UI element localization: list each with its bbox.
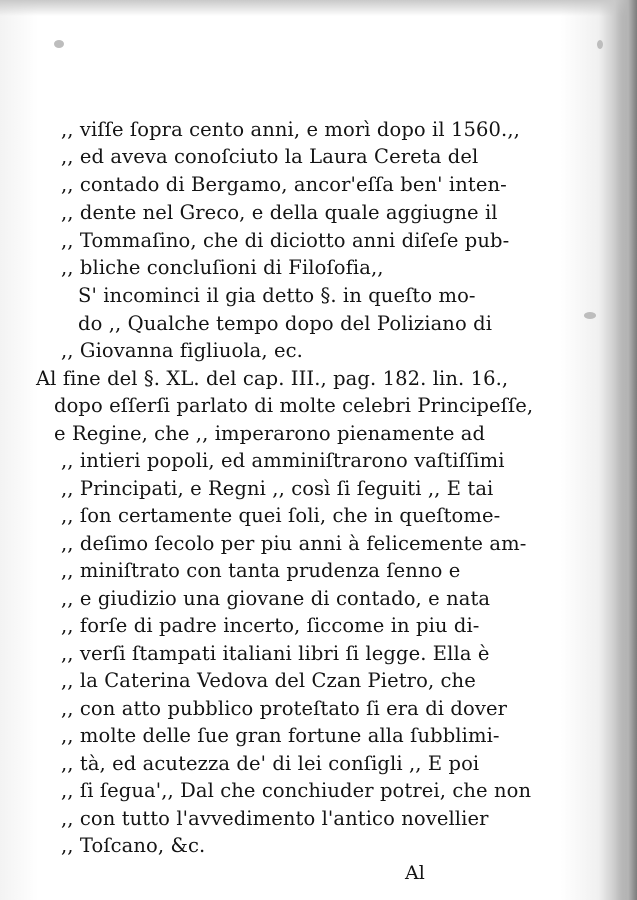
text-line-20: ,, verſi ſtampati italiani libri ſi legge. Ella è xyxy=(61,642,490,665)
text-line-6: ,, bliche concluſioni di Filoſofia,, xyxy=(61,256,384,279)
text-line-4: ,, dente nel Greco, e della quale aggiugne il xyxy=(61,201,498,224)
text-line-5: ,, Tommaſino, che di diciotto anni diſeſe pub- xyxy=(61,229,510,252)
text-line-22: ,, con atto pubblico proteſtato ſi era di dover xyxy=(61,697,508,720)
text-line-21: ,, la Caterina Vedova del Czan Pietro, che xyxy=(61,669,476,692)
text-line-25: ,, ſi ſegua',, Dal che conchiuder potrei, che non xyxy=(61,779,532,802)
text-line-23: ,, molte delle ſue gran fortune alla ſubblimi- xyxy=(61,724,500,747)
text-line-12: e Regine, che ,, imperarono pienamente ad xyxy=(54,422,486,445)
text-line-24: ,, tà, ed acutezza de' di lei conſigli ,, E poi xyxy=(61,752,480,775)
paper-speck xyxy=(584,312,596,319)
paper-speck xyxy=(54,40,64,48)
paper-speck xyxy=(597,40,603,49)
text-line-3: ,, contado di Bergamo, ancor'eſſa ben' inten- xyxy=(61,173,507,196)
text-line-10: Al fine del §. XL. del cap. III., pag. 182. lin. 16., xyxy=(36,367,509,390)
text-line-1: ,, viſſe ſopra cento anni, e morì dopo il 1560.,, xyxy=(61,118,520,141)
text-line-9: ,, Giovanna figliuola, ec. xyxy=(61,339,303,362)
page-gutter-shadow xyxy=(615,0,637,900)
text-line-15: ,, ſon certamente quei ſoli, che in queſtome- xyxy=(61,504,501,527)
text-line-18: ,, e giudizio una giovane di contado, e nata xyxy=(61,587,491,610)
page-top-shadow xyxy=(0,0,637,16)
text-line-26: ,, con tutto l'avvedimento l'antico novellier xyxy=(61,807,489,830)
text-line-27: ,, Toſcano, &c. xyxy=(61,834,206,857)
text-line-7: S' incominci il gia detto §. in queſto mo- xyxy=(78,284,476,307)
text-line-2: ,, ed aveva conoſciuto la Laura Cereta del xyxy=(61,145,479,168)
text-line-19: ,, forſe di padre incerto, ſiccome in piu di- xyxy=(61,614,480,637)
text-line-11: dopo eſſerſi parlato di molte celebri Principeſſe, xyxy=(54,394,534,417)
text-line-16: ,, deſimo ſecolo per piu anni à felicemente am- xyxy=(61,532,527,555)
text-line-17: ,, miniſtrato con tanta prudenza ſenno e xyxy=(61,559,461,582)
text-line-8: do ,, Qualche tempo dopo del Poliziano di xyxy=(78,312,493,335)
catchword: Al xyxy=(405,862,425,884)
text-line-14: ,, Principati, e Regni ,, così ſi ſeguiti ,, E tai xyxy=(61,477,494,500)
text-line-13: ,, intieri popoli, ed amminiſtrarono vaſtiſſimi xyxy=(61,449,505,472)
